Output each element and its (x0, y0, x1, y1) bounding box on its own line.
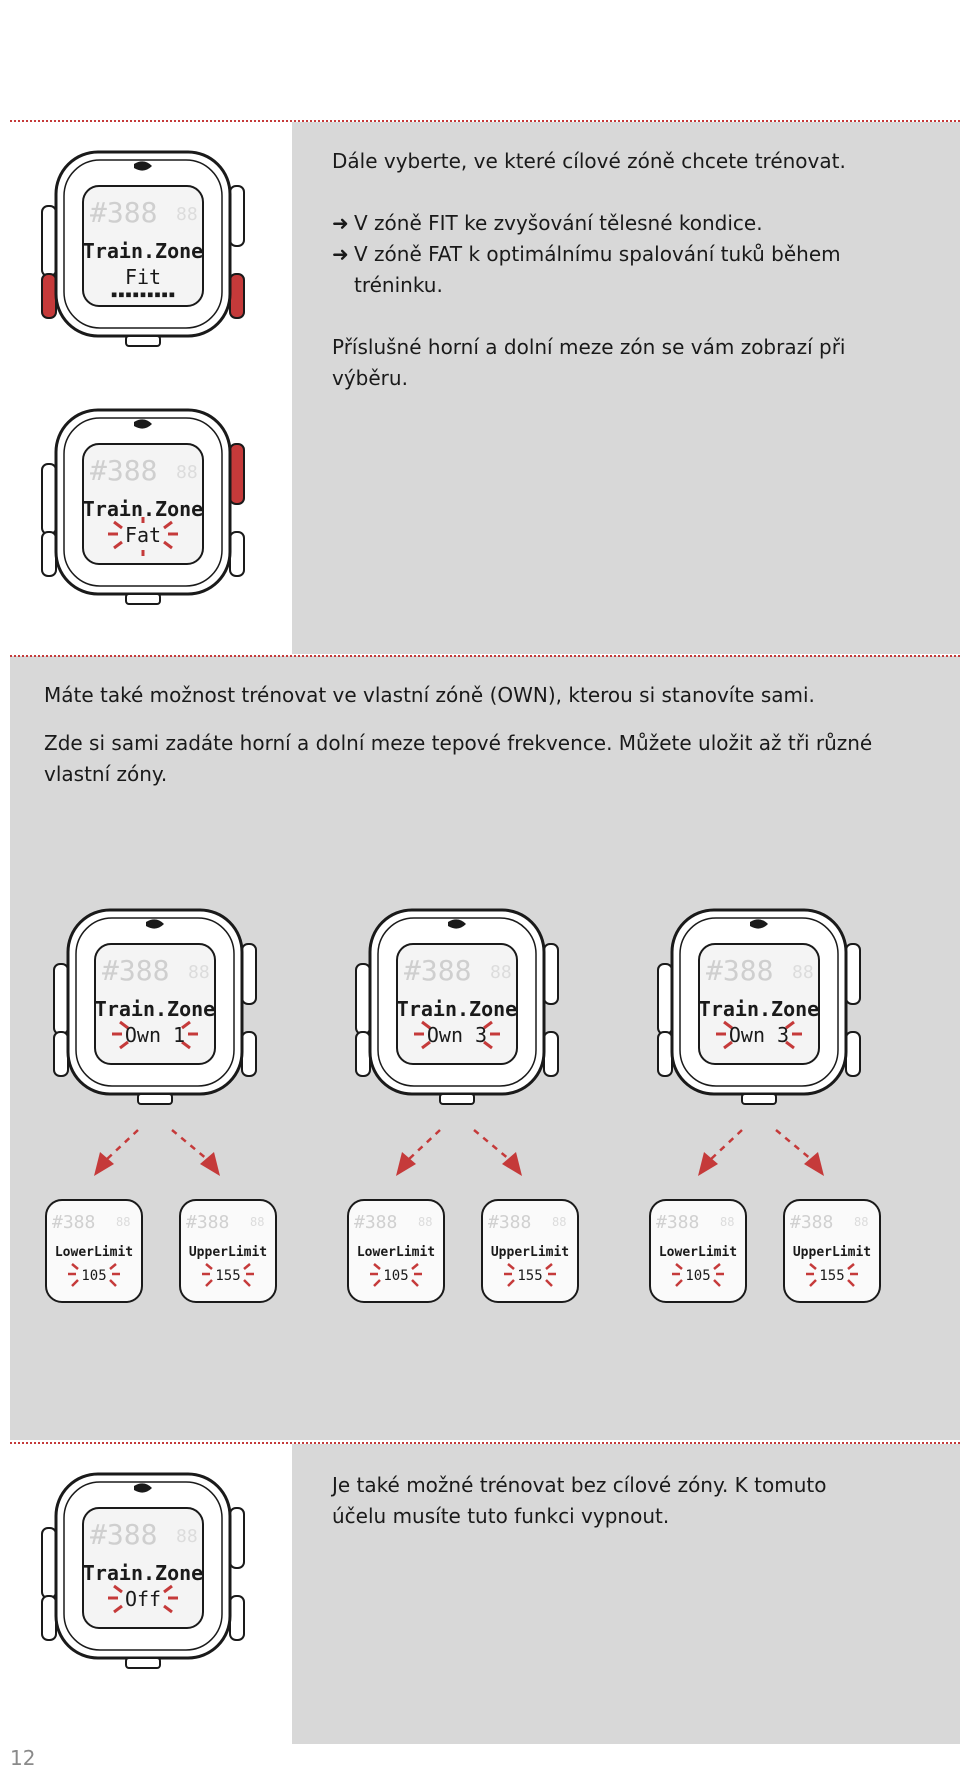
svg-text:#388: #388 (706, 954, 774, 987)
svg-text:UpperLimit: UpperLimit (490, 1245, 570, 1260)
limits-text: vlastní zóny. (44, 762, 168, 786)
svg-text:#388: #388 (656, 1212, 700, 1233)
svg-text:155: 155 (819, 1268, 845, 1284)
separator (10, 655, 960, 657)
section2-text (44, 680, 944, 790)
svg-text:155: 155 (215, 1268, 241, 1284)
svg-text:UpperLimit: UpperLimit (188, 1245, 268, 1260)
svg-text:#388: #388 (354, 1212, 398, 1233)
svg-text:Train.Zone: Train.Zone (82, 1561, 204, 1585)
left-button-highlight (42, 274, 56, 318)
svg-text:Own 3: Own 3 (728, 1023, 790, 1047)
svg-text:Train.Zone: Train.Zone (698, 997, 820, 1021)
arrow-right-icon: ➜ (332, 242, 349, 266)
svg-text:88: 88 (176, 462, 198, 483)
svg-text:88: 88 (188, 962, 210, 983)
svg-text:#388: #388 (52, 1212, 96, 1233)
mini-display (178, 1198, 278, 1304)
svg-text:105: 105 (383, 1268, 409, 1284)
svg-text:LowerLimit: LowerLimit (658, 1245, 738, 1260)
own-zone-text: Máte také možnost trénovat ve vlastní zóně (OWN), kterou si stanovíte sami. (44, 683, 815, 707)
watch-illustration-off (38, 1468, 248, 1678)
svg-text:Train.Zone: Train.Zone (396, 997, 518, 1021)
svg-text:Fit: Fit (124, 265, 162, 289)
svg-text:#388: #388 (790, 1212, 834, 1233)
bullet-item: ➜ V zóně FAT k optimálnímu spalování tuků během (332, 239, 942, 270)
svg-text:88: 88 (176, 204, 198, 225)
intro-text: Dále vyberte, ve které cílové zóně chcete trénovat. (332, 149, 846, 173)
svg-text:88: 88 (720, 1215, 735, 1229)
svg-text:#388: #388 (102, 954, 170, 987)
svg-text:Train.Zone: Train.Zone (82, 239, 204, 263)
svg-text:Train.Zone: Train.Zone (94, 997, 216, 1021)
note-text: výběru. (332, 366, 408, 390)
right-button-highlight (230, 444, 244, 504)
section3-text (332, 1470, 932, 1532)
watch-illustration-fat (38, 404, 248, 614)
section1-text (332, 146, 942, 394)
svg-text:#388: #388 (186, 1212, 230, 1233)
mini-display (648, 1198, 748, 1304)
svg-text:Own 1: Own 1 (124, 1023, 186, 1047)
svg-text:88: 88 (792, 962, 814, 983)
bullet-continuation: tréninku. (354, 273, 443, 297)
svg-text:105: 105 (81, 1268, 107, 1284)
svg-text:▪▪▪▪▪▪▪▪▪: ▪▪▪▪▪▪▪▪▪ (110, 287, 176, 301)
svg-text:Fat: Fat (124, 523, 162, 547)
svg-text:#388: #388 (90, 196, 158, 229)
separator (10, 120, 960, 122)
note-text: Příslušné horní a dolní meze zón se vám zobrazí při (332, 335, 846, 359)
mini-display (44, 1198, 144, 1304)
svg-text:#388: #388 (90, 1518, 158, 1551)
svg-text:Off: Off (124, 1587, 162, 1611)
svg-text:105: 105 (685, 1268, 711, 1284)
watch-illustration-own (654, 904, 864, 1114)
svg-text:88: 88 (552, 1215, 567, 1229)
mini-display (782, 1198, 882, 1304)
svg-text:88: 88 (116, 1215, 131, 1229)
page-number: 12 (10, 1746, 36, 1770)
svg-text:155: 155 (517, 1268, 543, 1284)
svg-text:88: 88 (250, 1215, 265, 1229)
svg-text:88: 88 (490, 962, 512, 983)
arrow-right-icon: ➜ (332, 211, 349, 235)
svg-text:88: 88 (418, 1215, 433, 1229)
svg-text:Own 3: Own 3 (426, 1023, 488, 1047)
watch-illustration-fit (38, 146, 248, 356)
svg-text:LowerLimit: LowerLimit (356, 1245, 436, 1260)
bullet-item: ➜ V zóně FIT ke zvyšování tělesné kondice. (332, 208, 942, 239)
svg-text:88: 88 (176, 1526, 198, 1547)
off-text: Je také možné trénovat bez cílové zóny. K tomuto (332, 1473, 827, 1497)
svg-text:#388: #388 (404, 954, 472, 987)
svg-text:#388: #388 (90, 454, 158, 487)
mini-display (346, 1198, 446, 1304)
svg-text:LowerLimit: LowerLimit (54, 1245, 134, 1260)
watch-illustration-own (50, 904, 260, 1114)
limits-text: Zde si sami zadáte horní a dolní meze tepové frekvence. Můžete uložit až tři různé (44, 731, 873, 755)
off-text: účelu musíte tuto funkci vypnout. (332, 1504, 670, 1528)
mini-display (480, 1198, 580, 1304)
separator (10, 1442, 960, 1444)
svg-text:UpperLimit: UpperLimit (792, 1245, 872, 1260)
svg-text:#388: #388 (488, 1212, 532, 1233)
svg-text:Train.Zone: Train.Zone (82, 497, 204, 521)
watch-illustration-own (352, 904, 562, 1114)
svg-text:88: 88 (854, 1215, 869, 1229)
